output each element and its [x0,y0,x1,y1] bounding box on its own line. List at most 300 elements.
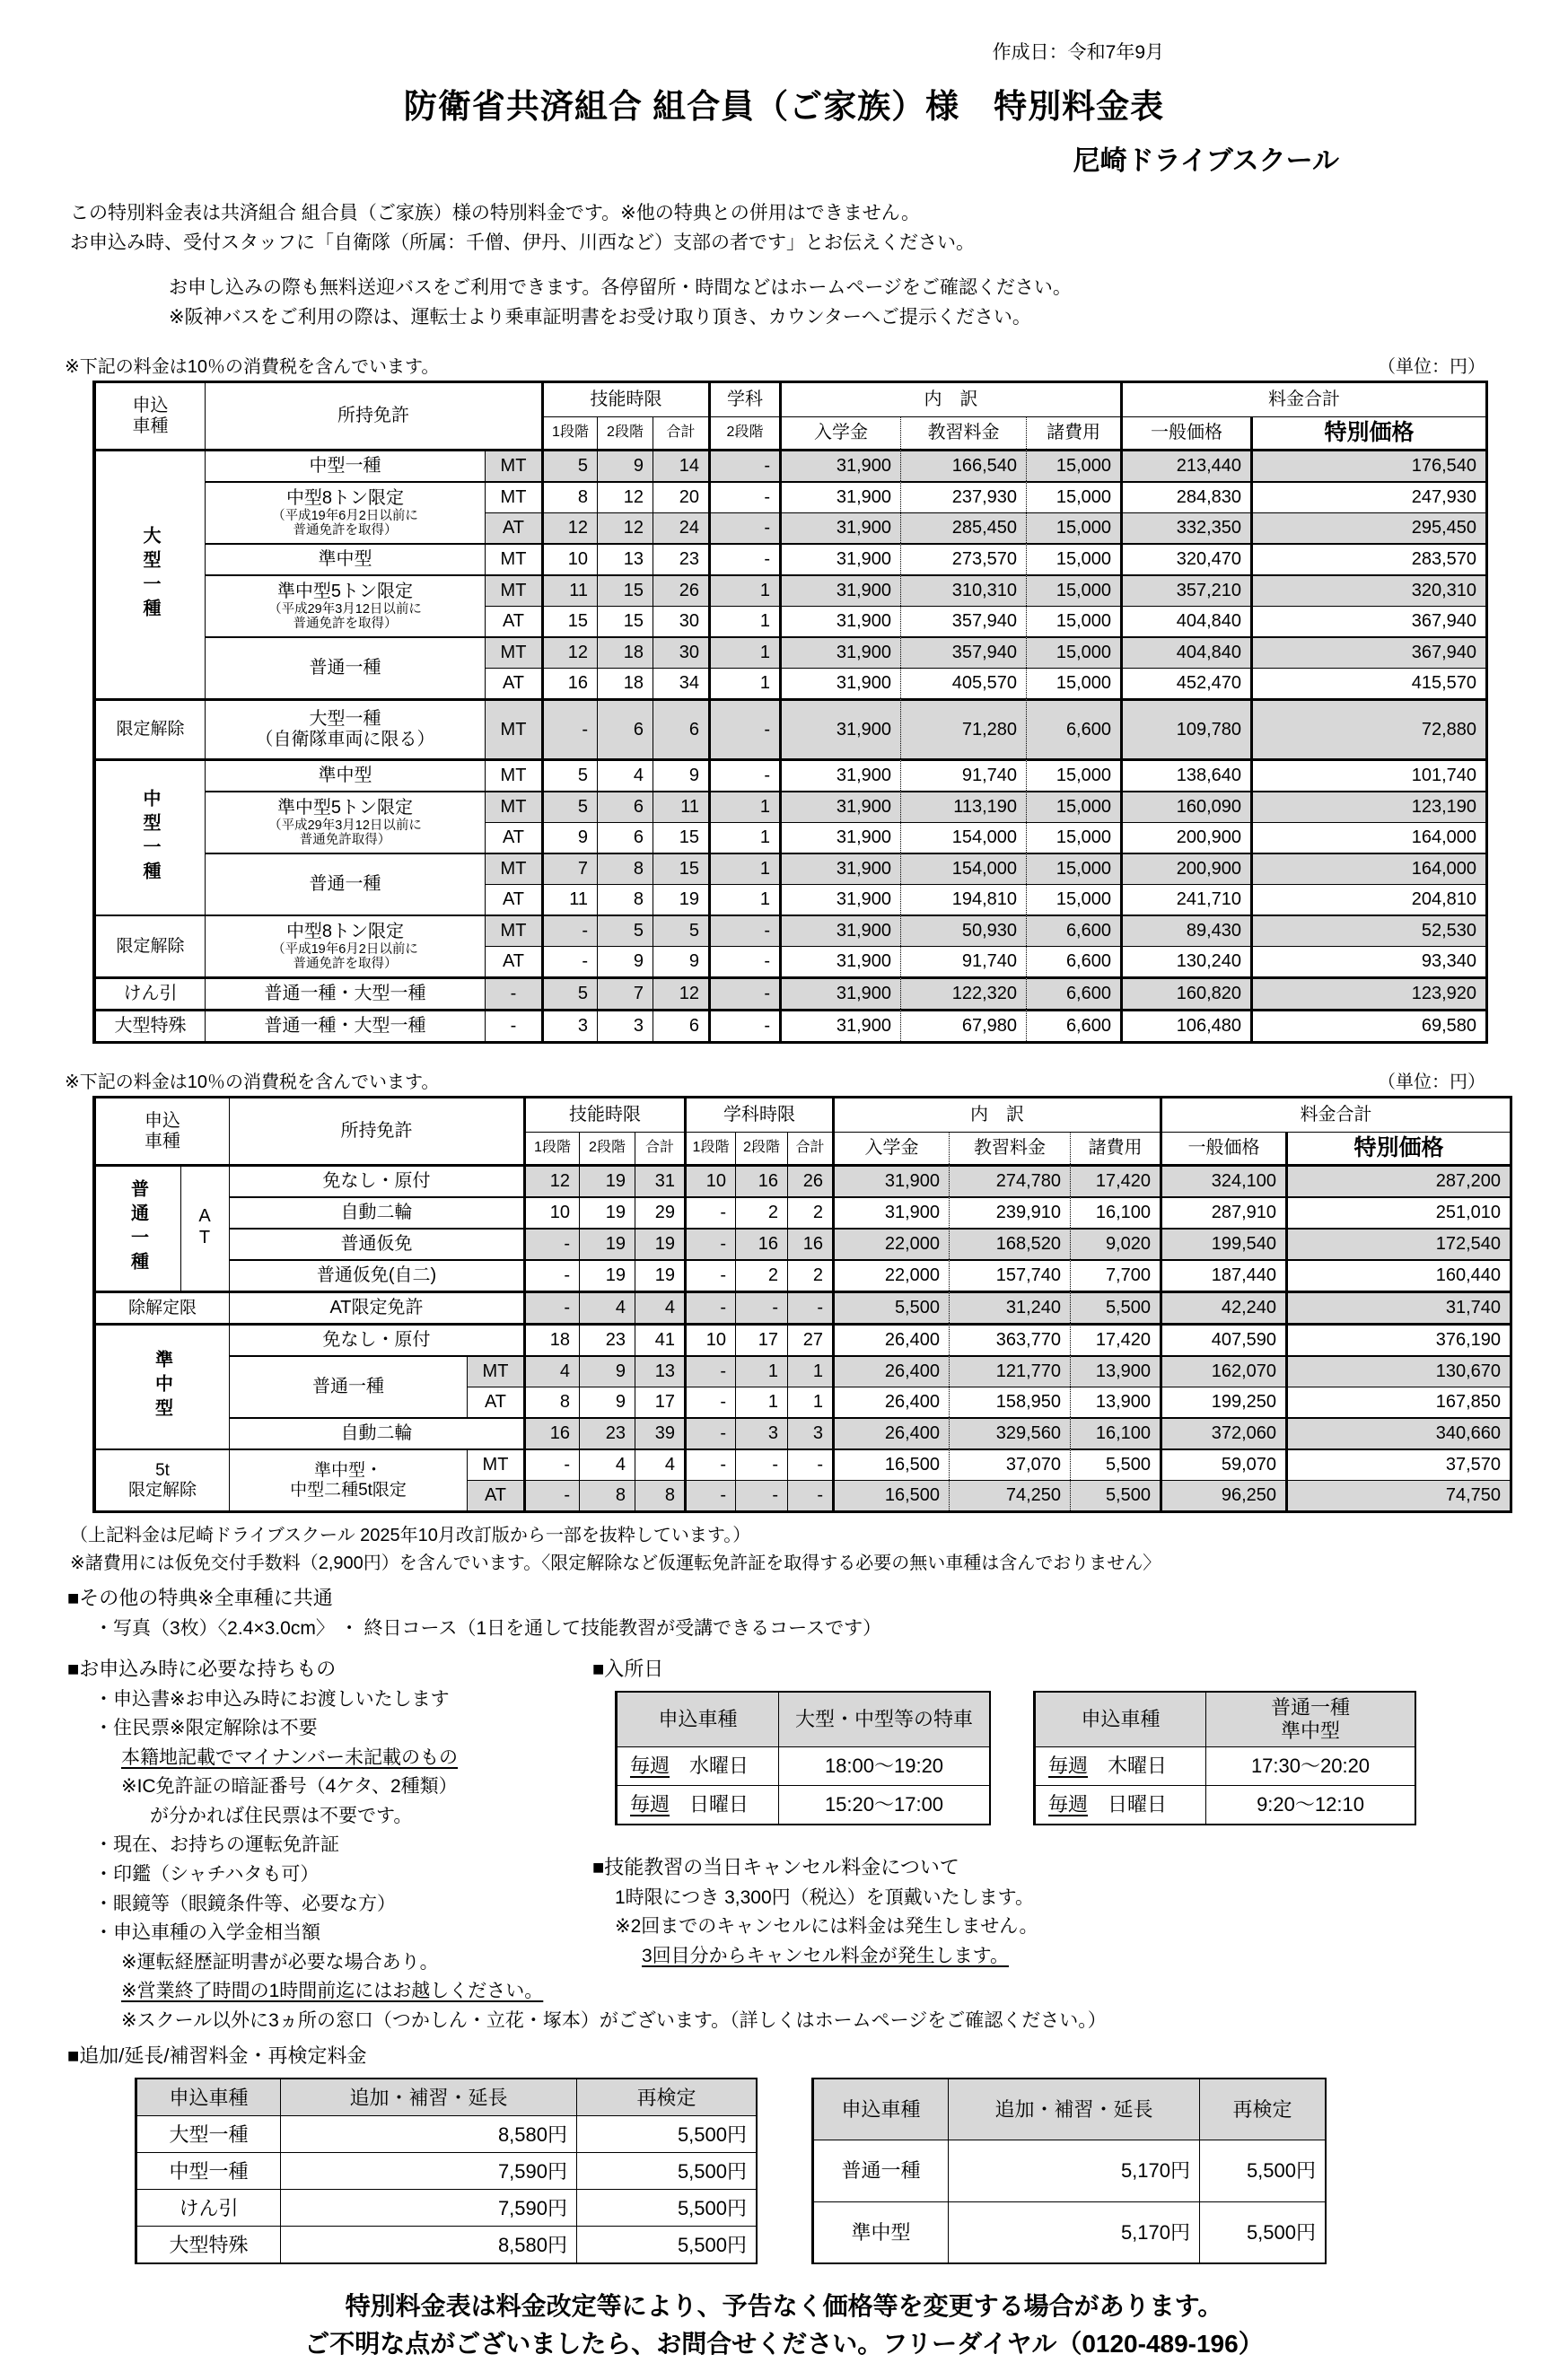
cell: 26,400 [832,1417,949,1448]
col-header: 技能時限 [523,1098,684,1132]
cell: 毎週 木曜日 [1035,1746,1205,1785]
cell: - [708,698,779,758]
cell: 入学金 [832,1132,949,1164]
vehicle-class-label: 準中型 [95,1323,229,1448]
cell: 9 [579,1387,635,1417]
cell: - [541,946,597,976]
table2-note-row [65,1067,1485,1093]
cell: MT [485,481,541,512]
cell: 329,560 [949,1417,1070,1448]
vehicle-class-label: 5t 限定解除 [95,1448,229,1510]
cell: 69,580 [1250,1009,1485,1041]
cell: 12 [541,512,597,543]
cell: 準中型5トン限定 （平成29年3月12日以前に 普通免許を取得） [205,574,485,636]
cell: 5 [653,915,708,946]
cell: - [787,1448,832,1480]
cell: MT [485,636,541,668]
text-line: ※2回までのキャンセルには料金は発生しません。 [615,1916,1038,1938]
cell: 教習料金 [900,416,1026,449]
cell: 8 [541,481,597,512]
cell: 11 [541,884,597,915]
cell: 26,400 [832,1323,949,1355]
cell: 9 [579,1355,635,1387]
cell: AT限定免許 [229,1291,523,1323]
cell: 1 [708,574,779,606]
cell: 194,810 [900,884,1026,915]
cell: 10 [523,1196,579,1228]
cell: 31,240 [949,1291,1070,1323]
cell: 準中型 [205,543,485,574]
cell: 2段階 [708,416,779,449]
cell: 340,660 [1285,1417,1510,1448]
cell: 15,000 [1026,606,1120,636]
cell: MT [485,698,541,758]
cell: 2 [787,1259,832,1291]
col-header: 再検定 [576,2079,756,2115]
cell: - [684,1196,735,1228]
cell: 160,090 [1120,791,1250,822]
cell: 31 [635,1164,684,1196]
cell: 160,820 [1120,976,1250,1009]
cell: 免なし・原付 [229,1164,523,1196]
cell: 1 [735,1355,787,1387]
cell: 164,000 [1250,822,1485,853]
cell: 15,000 [1026,481,1120,512]
cell: - [523,1448,579,1480]
cell: 6,600 [1026,1009,1120,1041]
cell: AT [485,512,541,543]
cell: AT [467,1387,523,1417]
cell: 34 [653,668,708,698]
text-line: ※阪神バスをご利用の際は、運転士より乗車証明書をお受け取り頂き、カウンターへご提示ください。 [169,306,1031,328]
cell: 332,350 [1120,512,1250,543]
cell: 9:20～12:10 [1205,1785,1415,1824]
cell: 9 [597,449,653,481]
cell: 特別価格 [1285,1132,1510,1164]
table1-note-row [65,352,1485,378]
col-header: 所持免許 [205,383,541,449]
cell: - [523,1259,579,1291]
cell: 22,000 [832,1259,949,1291]
cell: 162,070 [1160,1355,1285,1387]
cell: 31,900 [779,758,900,791]
col-header: 再検定 [1199,2079,1325,2140]
cell: 237,930 [900,481,1026,512]
tax-note: ※下記の料金は10％の消費税を含んでいます。 [65,1072,440,1093]
cell: 免なし・原付 [229,1323,523,1355]
cell: 42,240 [1160,1291,1285,1323]
cell: 2 [735,1259,787,1291]
cell: 15,000 [1026,758,1120,791]
cell: 18 [597,636,653,668]
cell: 357,940 [900,606,1026,636]
cell: 15 [597,574,653,606]
cell: 1 [787,1387,832,1417]
cell: 91,740 [900,946,1026,976]
cell: 9 [541,822,597,853]
cell: - [708,1009,779,1041]
vehicle-class-label: 限定解除 [95,915,205,976]
cell: 19 [579,1164,635,1196]
cell: 166,540 [900,449,1026,481]
cell: 一般価格 [1160,1132,1285,1164]
cell: 1 [708,884,779,915]
cell: 23 [579,1417,635,1448]
cell: MT [485,543,541,574]
cell: 26,400 [832,1387,949,1417]
cell: - [684,1387,735,1417]
cell: 1 [708,853,779,884]
cell: MT [485,574,541,606]
cell: 31,900 [779,1009,900,1041]
cell: MT [485,449,541,481]
cell: 50,930 [900,915,1026,946]
cell: 15 [597,606,653,636]
cell: 普通一種 [813,2140,948,2201]
text-line: ※運転経歴証明書が必要な場合あり。 [121,1951,439,1973]
cell: 372,060 [1160,1417,1285,1448]
cell: 14 [653,449,708,481]
cell: 中型8トン限定 （平成19年6月2日以前に 普通免許を取得） [205,481,485,543]
cell: 7,590円 [280,2152,576,2189]
cell: 320,310 [1250,574,1485,606]
col-header: 申込車種 [1035,1693,1205,1746]
cell: 160,440 [1285,1259,1510,1291]
cell: - [735,1448,787,1480]
cell: 74,250 [949,1480,1070,1510]
cell: 15:20～17:00 [778,1785,989,1824]
cell: - [684,1480,735,1510]
cell: - [684,1291,735,1323]
cell: 毎週 水曜日 [617,1746,778,1785]
cell: 157,740 [949,1259,1070,1291]
cell: 320,470 [1120,543,1250,574]
cell: 準中型 [813,2201,948,2263]
cell: 6 [597,698,653,758]
cell: 諸費用 [1070,1132,1160,1164]
cell: 普通仮免(自二) [229,1259,523,1291]
cell: 17:30～20:20 [1205,1746,1415,1785]
cell: 1段階 [541,416,597,449]
cell: 毎週 日曜日 [617,1785,778,1824]
cell: 31,900 [779,636,900,668]
col-header: 申込 車種 [95,1098,229,1164]
cell: 31,900 [779,915,900,946]
cell: 19 [653,884,708,915]
cell: 247,930 [1250,481,1485,512]
cell: 6,600 [1026,976,1120,1009]
cell: 4 [597,758,653,791]
cell: 6 [653,1009,708,1041]
cell: 27 [787,1323,832,1355]
cell: 普通一種 [229,1355,467,1417]
cell: 毎週 日曜日 [1035,1785,1205,1824]
cell: 199,250 [1160,1387,1285,1417]
cell: 4 [635,1448,684,1480]
vehicle-class-label: けん引 [95,976,205,1009]
cell: 7,700 [1070,1259,1160,1291]
cell: 準中型・ 中型二種5t限定 [229,1448,467,1510]
footer-line1: 特別料金表は料金改定等により、予告なく価格等を変更する場合があります。 [345,2292,1223,2321]
belongings-heading: ■お申込み時に必要な持ちもの [67,1657,337,1680]
entry-heading: ■入所日 [592,1657,664,1680]
cell: 5 [541,758,597,791]
cell: 37,570 [1285,1448,1510,1480]
cell: 273,570 [900,543,1026,574]
cell: 285,450 [900,512,1026,543]
cell: 287,200 [1285,1164,1510,1196]
cell: - [523,1291,579,1323]
cell: 合計 [635,1132,684,1164]
cell: 15,000 [1026,791,1120,822]
cell: 5,170円 [948,2201,1199,2263]
text-line: 本籍地記載でマイナンバー未記載のもの [121,1746,459,1768]
cancel-heading: ■技能教習の当日キャンセル料金について [592,1855,959,1878]
cell: 123,190 [1250,791,1485,822]
text-line: ※スクール以外に3ヵ所の窓口（つかしん・立花・塚本）がございます。（詳しくはホームページをご確認ください。） [121,2009,1107,2031]
cell: 6,600 [1026,946,1120,976]
text-line: が分かれば住民票は不要です。 [150,1805,413,1826]
cell: 31,900 [779,449,900,481]
cell: 1 [708,636,779,668]
cell: 39 [635,1417,684,1448]
extra-fee-heading: ■追加/延長/補習料金・再検定料金 [67,2044,367,2068]
cell: 31,900 [779,668,900,698]
cell: 16 [541,668,597,698]
cell: 363,770 [949,1323,1070,1355]
cell: 29 [635,1196,684,1228]
cell: 12 [523,1164,579,1196]
cell: 15,000 [1026,449,1120,481]
cell: 19 [635,1259,684,1291]
cell: 31,900 [779,481,900,512]
cell: 30 [653,606,708,636]
cell: - [708,449,779,481]
cell: 普通仮免 [229,1228,523,1259]
cell: - [684,1448,735,1480]
cell: 30 [653,636,708,668]
vehicle-class-label: 大型一種 [95,449,205,698]
cell: 274,780 [949,1164,1070,1196]
cell: 407,590 [1160,1323,1285,1355]
cell: 15,000 [1026,822,1120,853]
text-line: ※IC免許証の暗証番号（4ケタ、2種類） [121,1776,458,1798]
cell: 130,670 [1285,1355,1510,1387]
cell: 15 [653,853,708,884]
cell: 2段階 [597,416,653,449]
entry-day-table-ordinary [1033,1691,1416,1825]
cell: 204,810 [1250,884,1485,915]
extra-fee-table-right [811,2078,1327,2264]
cell: 52,530 [1250,915,1485,946]
text-line: 1時限につき 3,300円（税込）を頂戴いたします。 [615,1886,1034,1908]
text-line: ・申込書※お申込み時にお渡しいたします [94,1688,450,1710]
cell: 5,500 [1070,1448,1160,1480]
cell: 31,900 [832,1196,949,1228]
cell: 37,070 [949,1448,1070,1480]
cell: 415,570 [1250,668,1485,698]
footer-line2: ご不明な点がございましたら、お問合せください。フリーダイヤル（0120-489-196） [304,2330,1264,2359]
col-header: 料金合計 [1120,383,1485,416]
cell: - [708,758,779,791]
cell: - [735,1291,787,1323]
cell: 91,740 [900,758,1026,791]
text-line: お申込み時、受付スタッフに「自衛隊（所属：千僧、伊丹、川西など）支部の者です」とお伝えください。 [70,232,975,253]
cell: 154,000 [900,853,1026,884]
cell: けん引 [136,2189,280,2226]
cell: 2 [787,1196,832,1228]
cell: 中型一種 [205,449,485,481]
cell: 15,000 [1026,884,1120,915]
cell: 入学金 [779,416,900,449]
cell: 中型8トン限定 （平成19年6月2日以前に 普通免許を取得） [205,915,485,976]
cell: 8 [597,853,653,884]
cell: - [708,543,779,574]
cell: 普通一種 [205,853,485,915]
col-header: 所持免許 [229,1098,523,1164]
cell: 24 [653,512,708,543]
cell: 4 [579,1448,635,1480]
cell: 26,400 [832,1355,949,1387]
cell: 200,900 [1120,822,1250,853]
cell: AT [485,822,541,853]
cell: 8 [597,884,653,915]
cancel-section [592,1852,1568,1972]
cell: - [684,1417,735,1448]
cell: 4 [579,1291,635,1323]
cell: 101,740 [1250,758,1485,791]
cell: 6 [653,698,708,758]
col-header: 追加・補習・延長 [948,2079,1199,2140]
entry-tables [615,1691,1568,1825]
text-line: ・現在、お持ちの運転免許証 [94,1834,339,1856]
cell: 109,780 [1120,698,1250,758]
tax-note: ※下記の料金は10％の消費税を含んでいます。 [65,357,440,378]
cell: - [787,1480,832,1510]
cell: 12 [597,481,653,512]
cell: 8 [523,1387,579,1417]
col-header: 学科 [708,383,779,416]
cell: 31,900 [779,543,900,574]
cell: 213,440 [1120,449,1250,481]
two-column-section [0,1649,1568,2036]
cell: - [684,1259,735,1291]
cell: 19 [579,1228,635,1259]
cell: 310,310 [900,574,1026,606]
cell: - [684,1355,735,1387]
cell: 31,900 [779,791,900,822]
cell: - [485,1009,541,1041]
cell: 176,540 [1250,449,1485,481]
cell: 12 [653,976,708,1009]
cell: 1 [708,606,779,636]
cell: - [708,481,779,512]
cell: 16 [523,1417,579,1448]
unit-note: （単位：円） [1378,357,1485,378]
cell: AT [467,1480,523,1510]
text-line: ※諸費用には仮免交付手数料（2,900円）を含んでいます。〈限定解除など仮運転免許証を取得する必要の無い車種は含んでおりません〉 [70,1553,1161,1574]
entry-column [592,1649,1568,2036]
cell: 3 [735,1417,787,1448]
cell: 1 [787,1355,832,1387]
created-date: 作成日：令和7年9月 [992,42,1164,63]
cell: 自動二輪 [229,1196,523,1228]
cell: - [541,915,597,946]
text-line: ・住民票※限定解除は不要 [94,1718,318,1739]
cell: MT [485,853,541,884]
cell: 200,900 [1120,853,1250,884]
col-header: 内 訳 [832,1098,1160,1132]
cell: 23 [653,543,708,574]
cell: 5,500 [1070,1480,1160,1510]
cancel-lines [615,1884,1568,1972]
cell: 31,900 [779,698,900,758]
col-header: 大型・中型等の特車 [778,1693,989,1746]
cell: MT [467,1448,523,1480]
school-name: 尼崎ドライブスクール [1073,146,1339,176]
cell: 138,640 [1120,758,1250,791]
cell: 93,340 [1250,946,1485,976]
cell: 1 [735,1387,787,1417]
cell: 大型特殊 [136,2226,280,2262]
cell: 7,590円 [280,2189,576,2226]
cell: 大型一種 （自衛隊車両に限る） [205,698,485,758]
vehicle-class-label: 除解定限 [95,1291,229,1323]
text-line: ・印鑑（シャチハタも可） [94,1863,320,1885]
cell: 自動二輪 [229,1417,523,1448]
cell: 15 [541,606,597,636]
cell: 31,900 [779,606,900,636]
col-header: 学科時限 [684,1098,832,1132]
cell: AT [485,884,541,915]
cell: 5,500円 [576,2152,756,2189]
cell: 準中型5トン限定 （平成29年3月12日以前に 普通免許取得） [205,791,485,853]
cell: 5 [541,449,597,481]
cell: 5,500円 [1199,2201,1325,2263]
cell: 121,770 [949,1355,1070,1387]
cell: 23 [579,1323,635,1355]
cell: 405,570 [900,668,1026,698]
cell: 404,840 [1120,636,1250,668]
cell: 17,420 [1070,1164,1160,1196]
cell: 199,540 [1160,1228,1285,1259]
cell: - [523,1480,579,1510]
cell: 31,740 [1285,1291,1510,1323]
cell: 9 [597,946,653,976]
cell: 16 [735,1228,787,1259]
cell: MT [485,791,541,822]
cell: 合計 [787,1132,832,1164]
text-line: ※営業終了時間の1時間前迄にはお越しください。 [121,1981,544,2002]
cell: 13,900 [1070,1387,1160,1417]
cell: 22,000 [832,1228,949,1259]
text-line: この特別料金表は共済組合 組合員（ご家族）様の特別料金です。※他の特典との併用はできません。 [70,203,921,223]
text-line: （上記料金は尼崎ドライブスクール 2025年10月改訂版から一部を抜粋しています。） [70,1526,751,1546]
cell: 122,320 [900,976,1026,1009]
cell: 172,540 [1285,1228,1510,1259]
cell: 17 [635,1387,684,1417]
col-header: 料金合計 [1160,1098,1510,1132]
col-header: 技能時限 [541,383,708,416]
cell: 3 [541,1009,597,1041]
cell: 8,580円 [280,2115,576,2152]
cell: 287,910 [1160,1196,1285,1228]
unit-note: （単位：円） [1378,1072,1485,1093]
cell: 5,500円 [576,2189,756,2226]
cell: 251,010 [1285,1196,1510,1228]
cell: 5,500円 [576,2226,756,2262]
col-header: 追加・補習・延長 [280,2079,576,2115]
